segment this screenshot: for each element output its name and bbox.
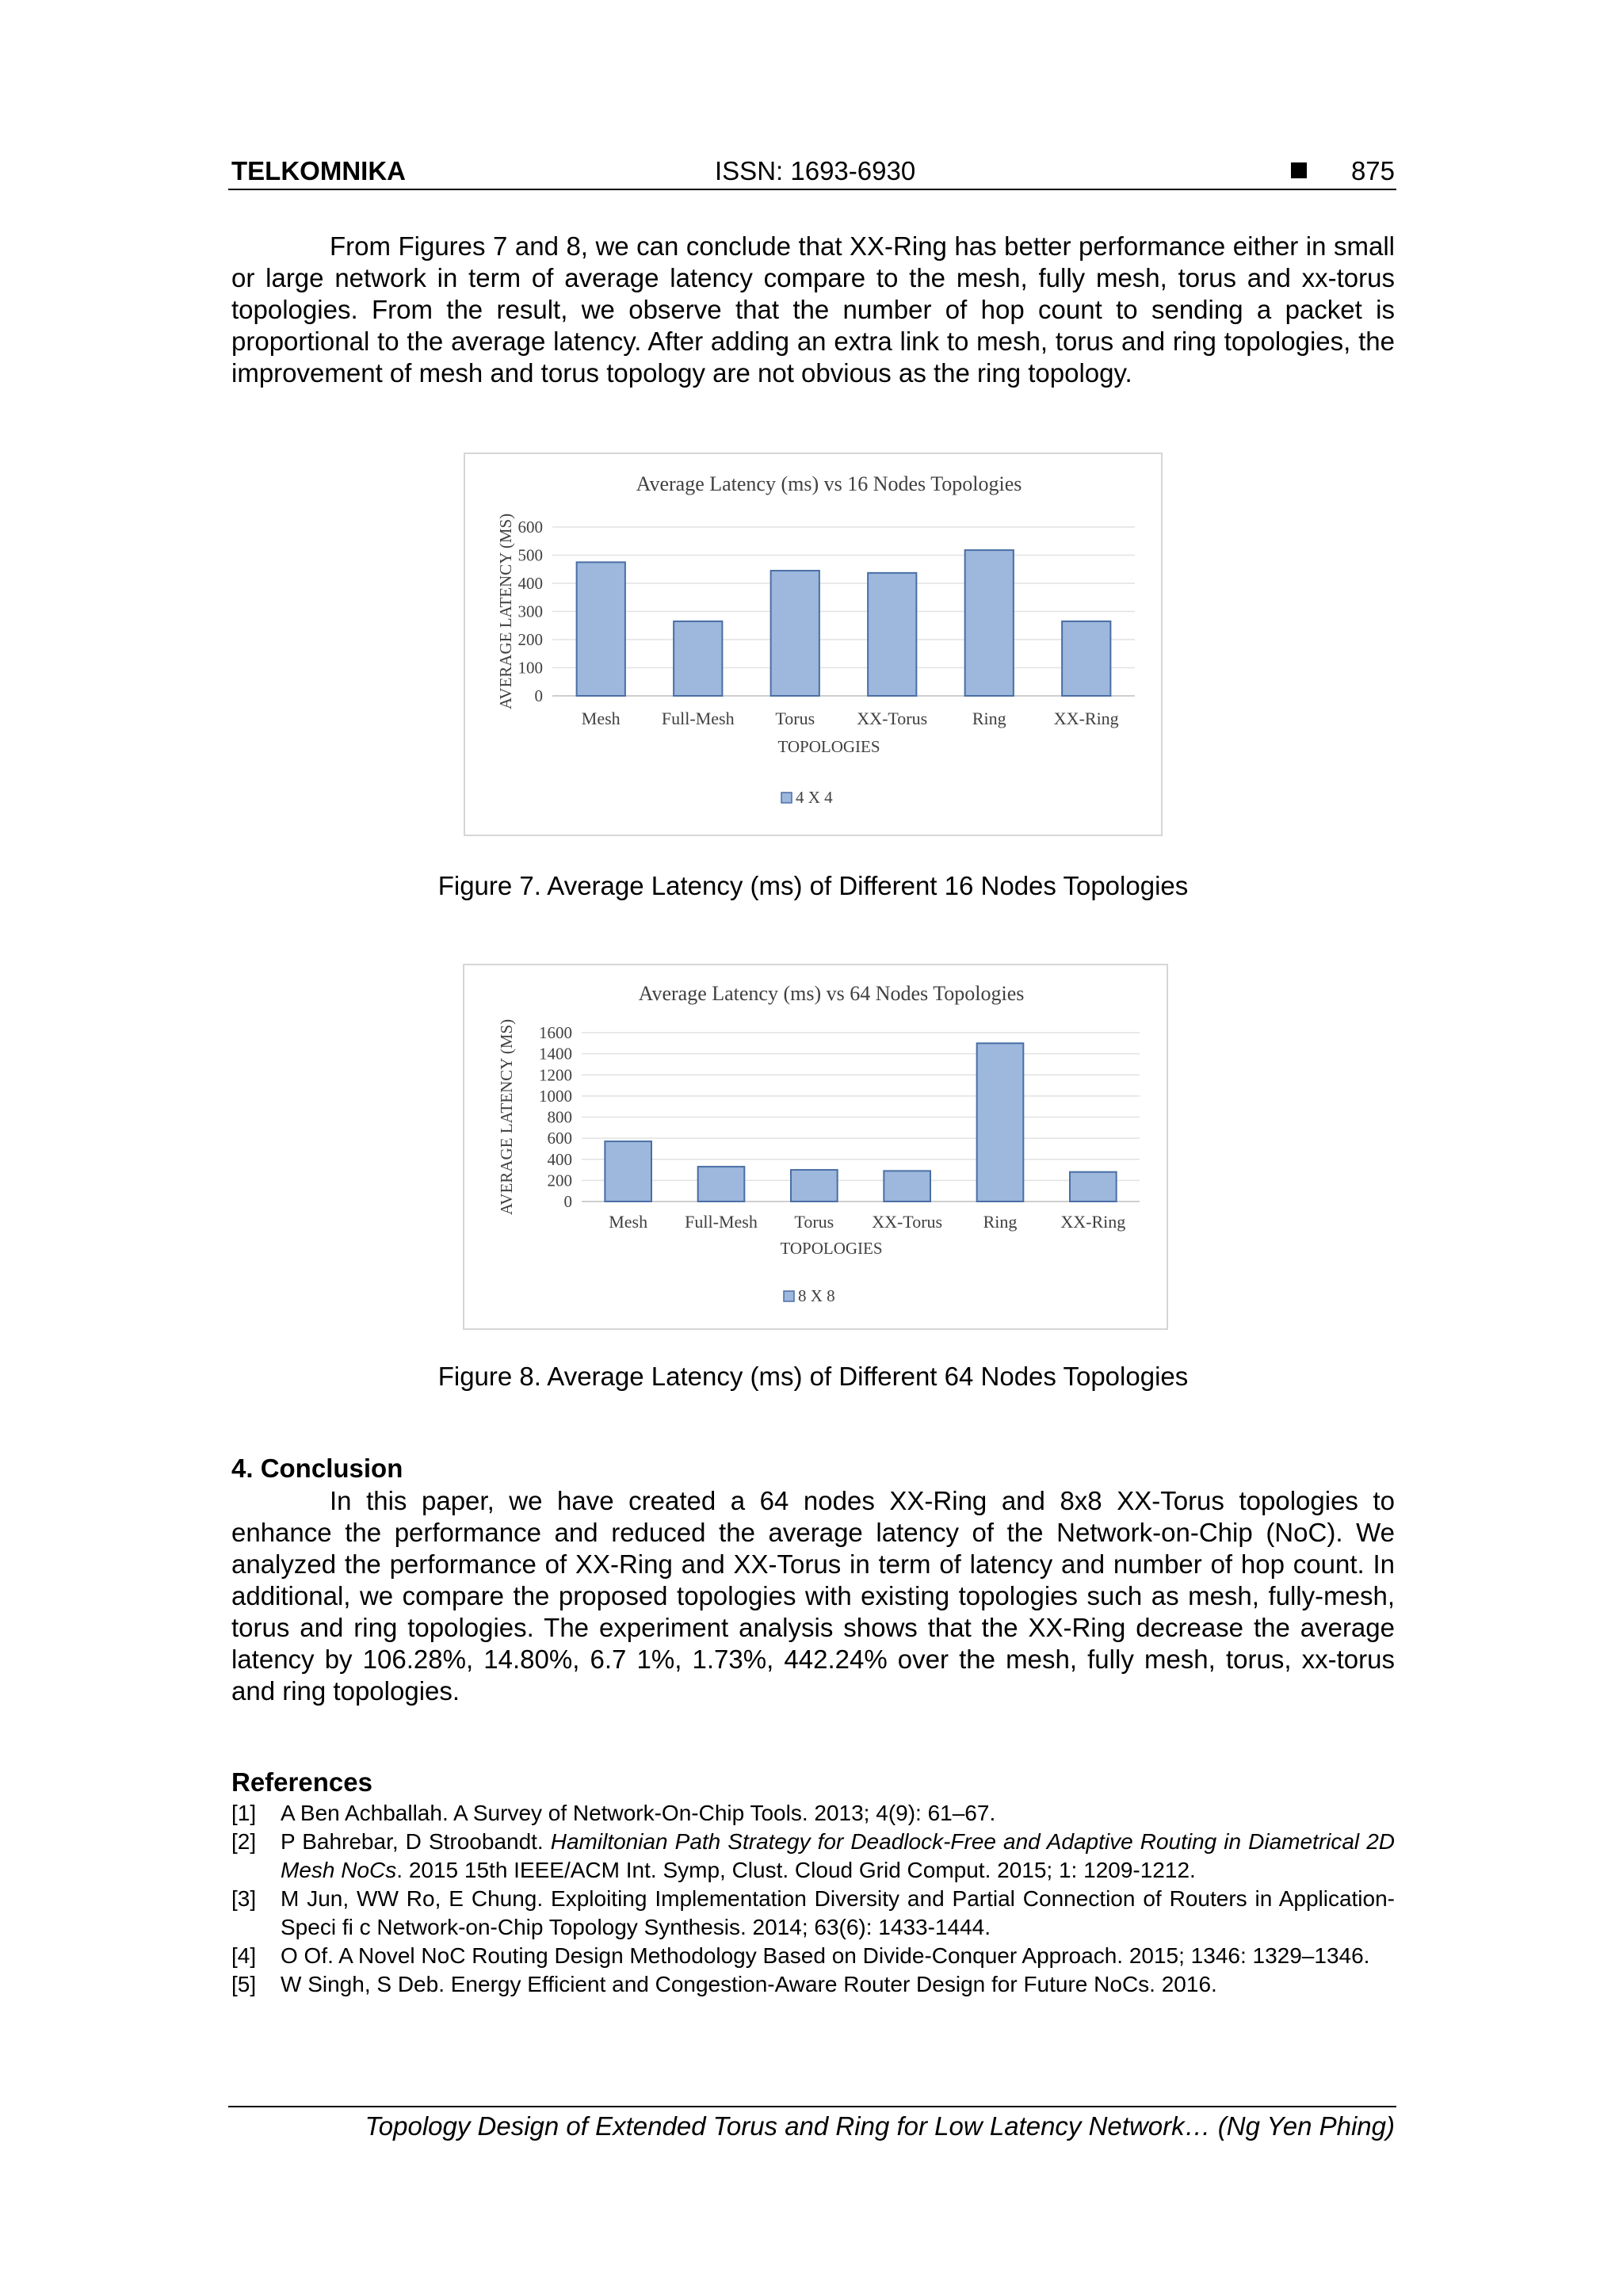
x-tick-label: XX-Ring: [1060, 1212, 1126, 1232]
x-tick-label: Mesh: [581, 709, 621, 728]
reference-number: [5]: [231, 1972, 257, 1996]
y-tick-label: 400: [517, 574, 543, 593]
chart-title: Average Latency (ms) vs 64 Nodes Topologies: [638, 982, 1025, 1005]
intro-paragraph: [231, 231, 1395, 389]
x-tick-label: Full-Mesh: [685, 1212, 758, 1232]
y-tick-label: 0: [563, 1192, 572, 1211]
conclusion-paragraph: [231, 1485, 1395, 1707]
y-axis-label: AVERAGE LATENCY (MS): [496, 513, 515, 710]
figure-8-caption: Figure 8. Average Latency (ms) of Different 64 Nodes Topologies: [437, 1362, 1189, 1391]
legend-label: 8 X 8: [798, 1286, 835, 1305]
reference-text: A Ben Achballah. A Survey of Network-On-Chip Tools. 2013; 4(9): 61–67.: [281, 1801, 996, 1825]
chart-title: Average Latency (ms) vs 16 Nodes Topologies: [636, 472, 1022, 495]
y-tick-label: 600: [547, 1129, 572, 1148]
chart-8-svg: [464, 965, 1167, 1328]
x-tick-label: XX-Torus: [872, 1212, 943, 1232]
conclusion-heading: 4. Conclusion: [231, 1454, 403, 1483]
issn: ISSN: 1693-6930: [715, 156, 916, 185]
reference-title-italic: Hamiltonian Path Strategy for Deadlock-Free and Adaptive Routing in Diametrical 2D Mesh NoCs: [281, 1829, 1395, 1882]
square-bullet-icon: [1291, 162, 1307, 178]
bar-ring: [965, 550, 1014, 696]
bar-full-mesh: [674, 621, 722, 696]
bar-torus: [771, 571, 819, 696]
reference-item: [231, 1828, 1395, 1885]
reference-number: [3]: [231, 1886, 257, 1911]
reference-text-tail: . 2015 15th IEEE/ACM Int. Symp, Clust. Cloud Grid Comput. 2015; 1: 1209-1212.: [396, 1858, 1196, 1882]
references-heading: References: [231, 1767, 372, 1797]
y-tick-label: 1200: [539, 1065, 572, 1085]
y-tick-label: 0: [534, 686, 543, 705]
bar-mesh: [577, 562, 625, 696]
reference-list: [231, 1799, 1395, 1999]
reference-text: P Bahrebar, D Stroobandt.: [281, 1829, 551, 1854]
legend-swatch: [784, 1291, 794, 1301]
bar-torus: [791, 1170, 838, 1201]
chart-7-svg: [465, 454, 1161, 835]
reference-item: [231, 1942, 1395, 1970]
y-tick-label: 500: [517, 545, 543, 565]
bar-mesh: [605, 1141, 651, 1201]
x-axis-label: TOPOLOGIES: [777, 737, 880, 756]
y-tick-label: 300: [517, 602, 543, 621]
bar-xx-ring: [1062, 621, 1110, 696]
x-axis-label: TOPOLOGIES: [780, 1239, 883, 1258]
y-axis-label: AVERAGE LATENCY (MS): [497, 1018, 516, 1216]
bar-xx-ring: [1070, 1172, 1117, 1201]
conclusion-text: In this paper, we have created a 64 nodes XX-Ring and 8x8 XX-Torus topologies to enhance the performance and reduced the average latency of the Network-on-Chip (NoC). We analyzed the performance of XX-Ring and XX-Torus in term of latency and number of hop count. In additional, we compare the proposed topologies with existing topologies such as mesh, fully-mesh, torus and ring topologies. The experiment analysis shows that the XX-Ring decrease the average latency by 106.28%, 14.80%, 6.7 1%, 1.73%, 442.24% over the mesh, fully mesh, torus, xx-torus and ring topologies.: [231, 1486, 1395, 1706]
figure-7-chart: [464, 453, 1163, 836]
running-header: [231, 156, 1395, 188]
y-tick-label: 100: [517, 658, 543, 678]
intro-paragraph-text: From Figures 7 and 8, we can conclude that XX-Ring has better performance either in small or large network in term of average latency compare to the mesh, fully mesh, torus and xx-torus topologies. From the result, we observe that the number of hop count to sending a packet is proportional to the average latency. After adding an extra link to mesh, torus and ring topologies, the improvement of mesh and torus topology are not obvious as the ring topology.: [231, 231, 1395, 388]
bar-xx-torus: [884, 1171, 930, 1201]
reference-number: [4]: [231, 1943, 257, 1968]
figure-8-chart: [463, 964, 1168, 1330]
x-tick-label: Ring: [972, 709, 1006, 728]
legend-swatch: [781, 793, 792, 803]
y-tick-label: 800: [547, 1107, 572, 1127]
reference-item: [231, 1799, 1395, 1828]
reference-text: M Jun, WW Ro, E Chung. Exploiting Implementation Diversity and Partial Connection of Routers in Application-Speci fi c Network-on-Chip Topology Synthesis. 2014; 63(6): 1433-1444.: [281, 1886, 1395, 1939]
x-tick-label: Mesh: [609, 1212, 648, 1232]
page-number: 875: [1350, 156, 1395, 185]
journal-name: TELKOMNIKA: [231, 156, 406, 185]
y-tick-label: 400: [547, 1149, 572, 1169]
x-tick-label: XX-Ring: [1053, 709, 1119, 728]
bar-full-mesh: [698, 1167, 745, 1201]
y-tick-label: 600: [517, 518, 543, 537]
reference-number: [1]: [231, 1801, 257, 1825]
y-tick-label: 200: [517, 630, 543, 649]
figure-7-caption: Figure 7. Average Latency (ms) of Different 16 Nodes Topologies: [437, 871, 1189, 900]
y-tick-label: 1000: [539, 1086, 572, 1106]
reference-text: O Of. A Novel NoC Routing Design Methodology Based on Divide-Conquer Approach. 2015; 1346: 1329–1346.: [281, 1943, 1370, 1968]
y-tick-label: 1600: [539, 1023, 572, 1042]
running-footer: Topology Design of Extended Torus and Ring for Low Latency Network… (Ng Yen Phing): [365, 2111, 1395, 2141]
bar-xx-torus: [868, 573, 916, 696]
x-tick-label: Full-Mesh: [661, 709, 735, 728]
reference-text: W Singh, S Deb. Energy Efficient and Congestion-Aware Router Design for Future NoCs. 2016.: [281, 1972, 1217, 1996]
reference-item: [231, 1970, 1395, 1999]
y-tick-label: 200: [547, 1171, 572, 1190]
y-tick-label: 1400: [539, 1044, 572, 1064]
reference-item: [231, 1885, 1395, 1942]
footer-rule: [228, 2106, 1396, 2107]
legend-label: 4 X 4: [796, 788, 833, 807]
reference-number: [2]: [231, 1829, 257, 1854]
x-tick-label: Torus: [775, 709, 815, 728]
x-tick-label: Torus: [794, 1212, 834, 1232]
bar-ring: [977, 1043, 1024, 1201]
x-tick-label: XX-Torus: [857, 709, 928, 728]
header-rule: [228, 189, 1396, 190]
x-tick-label: Ring: [983, 1212, 1018, 1232]
